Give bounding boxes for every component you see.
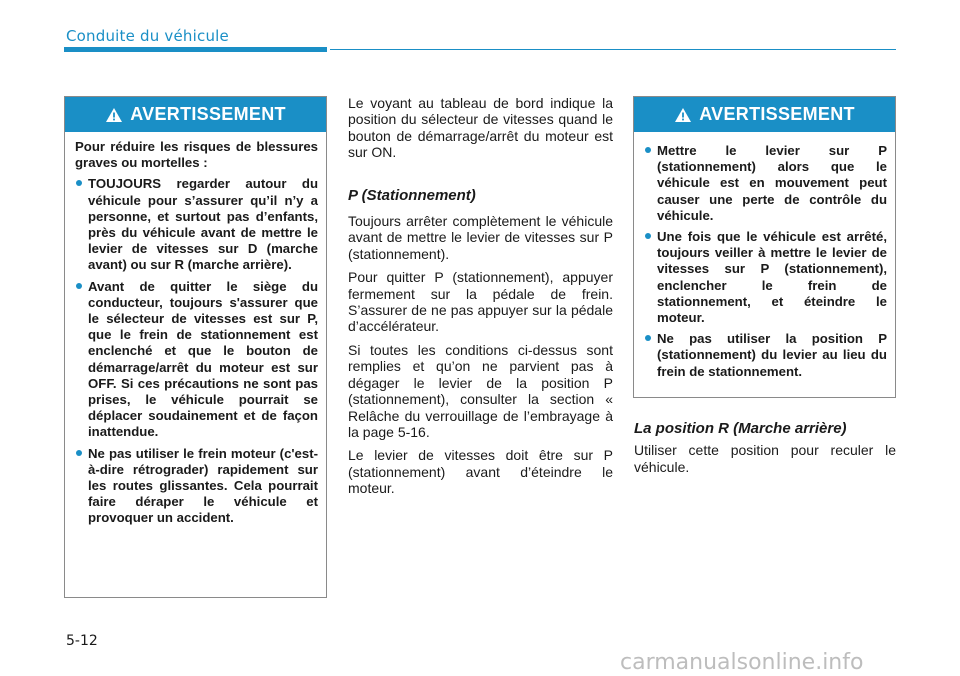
warning-header [634, 97, 895, 132]
warning-title: AVERTISSEMENT [130, 104, 286, 124]
right-column-text [634, 421, 896, 482]
bullet-icon [645, 233, 651, 239]
warning-header [65, 97, 326, 132]
warning-body [634, 132, 895, 380]
bullet-icon [76, 180, 82, 186]
warning-box-right [633, 96, 896, 398]
warning-item: Ne pas utiliser le frein moteur (c'est-à-dire rétrograder) rapidement sur les routes glissantes. Cela pourrait faire déraper le véhicule et provoquer un accident. [75, 446, 318, 527]
bullet-icon [76, 283, 82, 289]
bullet-icon [645, 147, 651, 153]
warning-intro: Pour réduire les risques de blessures graves ou mortelles : [75, 139, 318, 171]
watermark: carmanualsonline.info [620, 650, 864, 675]
warning-item: Une fois que le véhicule est arrêté, toujours veiller à mettre le levier de vitesses sur P (stationnement), enclencher le frein de stationnement, et éteindre le moteur. [644, 229, 887, 326]
paragraph: Si toutes les conditions ci-dessus sont remplies et qu’on ne parvient pas à dégager le levier de la position P (stationnement), consulter la section « Relâche du verrouillage de l’embrayage à la page 5-16. [348, 341, 613, 440]
page-number: 5-12 [66, 633, 98, 649]
subheading-park: P (Stationnement) [348, 186, 476, 204]
header-rule-thick [64, 47, 327, 52]
header-rule-thin [330, 49, 896, 50]
paragraph: Toujours arrêter complètement le véhicule avant de mettre le levier de vitesses sur P (stationnement). [348, 213, 613, 262]
bullet-icon [76, 450, 82, 456]
warning-item: Avant de quitter le siège du conducteur, toujours s'assurer que le sélecteur de vitesses est sur P, que le frein de stationnement est enclenché et que le bouton de démarrage/arrêt du moteur est sur OFF. Si ces précautions ne sont pas prises, le véhicule pourrait se déplacer soudainement et de façon inattendue. [75, 279, 318, 441]
paragraph: Le levier de vitesses doit être sur P (stationnement) avant d’éteindre le moteur. [348, 447, 613, 497]
bullet-icon [645, 335, 651, 341]
section-title: Conduite du véhicule [66, 27, 229, 45]
paragraph: Utiliser cette position pour reculer le véhicule. [634, 442, 896, 475]
warning-item: Mettre le levier sur P (stationnement) alors que le véhicule est en mouvement peut causer une perte de contrôle du véhicule. [644, 143, 887, 224]
middle-column [348, 95, 613, 504]
intro-paragraph: Le voyant au tableau de bord indique la position du sélecteur de vitesses quand le bouton de démarrage/arrêt du moteur est sur ON. [348, 95, 613, 161]
warning-title: AVERTISSEMENT [699, 104, 855, 124]
warning-item: Ne pas utiliser la position P (stationnement) du levier au lieu du frein de stationnement. [644, 331, 887, 380]
warning-triangle-icon [105, 107, 123, 123]
paragraph: Pour quitter P (stationnement), appuyer fermement sur la pédale de frein. S’assurer de ne pas appuyer sur la pédale d’accélérateur. [348, 269, 613, 335]
warning-box-left [64, 96, 327, 598]
warning-triangle-icon [674, 107, 692, 123]
subheading-reverse: La position R (Marche arrière) [634, 420, 847, 437]
warning-body [65, 132, 326, 527]
warning-item: TOUJOURS regarder autour du véhicule pour s’assurer qu’il n’y a personne, et surtout pas d’enfants, près du véhicule avant de mettre le levier de vitesses sur D (marche avant) ou sur R (marche arrière). [75, 176, 318, 273]
